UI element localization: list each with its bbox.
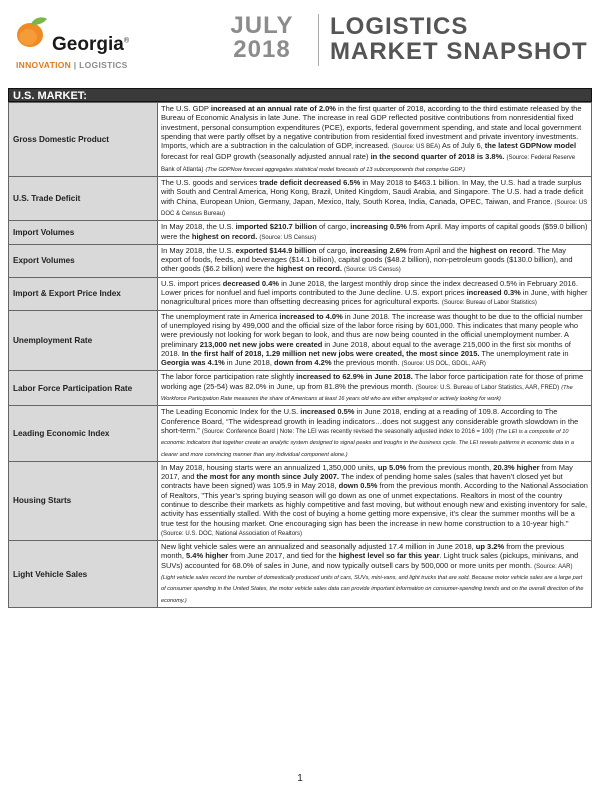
row-label: Leading Economic Index (9, 406, 158, 461)
body-text: New light vehicle sales were an annualized and seasonally adjusted 17.4 million in June 2018, (161, 542, 476, 552)
table-row (9, 310, 592, 371)
row-label: Labor Force Participation Rate (9, 371, 158, 406)
peach-icon (16, 16, 48, 48)
row-label: Light Vehicle Sales (9, 541, 158, 608)
bold-text: up 5.0% (377, 462, 407, 472)
bold-text: 213,000 net new jobs were created (199, 339, 323, 349)
bold-text: In the first half of 2018, 1.29 million net new jobs were created, the most since 2015. (181, 348, 480, 358)
row-description (158, 541, 592, 608)
table-row (9, 244, 592, 277)
table-row (9, 406, 592, 461)
body-text: In May 2018, housing starts were an annualized 1,350,000 units, (161, 462, 378, 472)
bold-text: highest on record. (276, 264, 342, 274)
bold-text: highest level so far this year (338, 551, 440, 561)
source-text: (Source: U.S. DOC, National Association of Realtors) (161, 530, 303, 537)
row-description (158, 371, 592, 406)
section-heading: U.S. MARKET: (8, 88, 592, 102)
bold-text: the latest GDPNow model (484, 141, 577, 151)
row-label: Import & Export Price Index (9, 277, 158, 310)
bold-text: increased at an annual rate of 2.0% (210, 104, 336, 113)
body-text: . The May export of foods, feeds, and beverages ($14.1 billion), capital goods ($48.2 billion), non-petroleum goods ($130.0 billion), and other goods ($6.2 billion) were the (161, 245, 573, 274)
bold-text: increased 0.5% (300, 407, 355, 417)
body-text: The unemployment rate in (479, 348, 569, 358)
bold-text: imported $210.7 billion (235, 222, 317, 232)
source-text: (Source: AAR) (534, 563, 573, 570)
page-number: 1 (297, 773, 303, 784)
bold-text: increasing 0.5% (350, 222, 407, 232)
body-text: U.S. import prices (161, 278, 223, 288)
body-text: in June 2018, about equal to the average 215,000 in the first six months of 2018. (161, 339, 571, 358)
body-text: The Leading Economic Index for the U.S. (161, 407, 301, 417)
note-text: (The GDPNow forecast aggregates statistical model forecasts of 13 subcomponents that comprise GDP.) (205, 166, 465, 173)
body-text: from the previous month, (406, 462, 494, 472)
report-title-line1: LOGISTICS (330, 13, 469, 40)
body-text: forecast for real GDP growth (seasonally adjusted annual rate) (161, 152, 371, 162)
body-text: As of July 6, (440, 141, 485, 151)
body-text: The U.S. goods and services (161, 178, 260, 188)
body-text: from the previous month. According to the National Association of Realtors, "This year’s spring buying season will go down as one of unmet expectations. Realtors in most of the country continue to describe their markets as highly competitive and fast moving, but without enough new and existing inventory for sale, activity has essentially stalled. With the cost of buying a home getting more expensive, it’s clear the summer months will be a true test for the housing market. One encouraging sign has been the increase in new home construction to a 10-year high." (161, 481, 588, 528)
logo-tagline: INNOVATION | LOGISTICS (16, 60, 128, 70)
source-text: (Source: Conference Board | Note: The LEI was recently revised the seasonally adjusted index to 2016 = 100) (201, 428, 494, 435)
note-text: (The LEI is a composite of 10 economic indicators that together create an analytic system designed to signal peaks and troughs in the business cycle. The LEI reveals patterns in economic data in a clearer and more convincing manner than any individual component alone.) (161, 428, 574, 458)
row-description (158, 406, 592, 461)
body-text: in the first quarter of 2018, according to the third estimate released by the Bureau of Economic Analysis in late June. The increase in real GDP reflected positive contributions from nonresidential fixed investment, personal consumption expenditures (PCE), exports, federal government spending, and state and local government spending that were partly offset by a negative contribution from residential fixed investment and private inventory investments. Imports, which are a subtraction in the calculation of GDP, increased. (161, 104, 582, 151)
row-description (158, 310, 592, 371)
report-title-line2: MARKET SNAPSHOT (330, 38, 588, 65)
row-label: Export Volumes (9, 244, 158, 277)
report-month: JULY (230, 12, 294, 39)
georgia-logo (16, 14, 166, 74)
body-text: in June 2018. The increase was thought to be due to the official number of unemployed rising by 499,000 and the official size of the labor force rising by 601,000. This indicates that many people who were previously not looking for work began to look, and thus are now being counted in the official unemployment number. A preliminary (161, 311, 583, 349)
body-text: in June 2018, (224, 358, 274, 368)
row-label: Import Volumes (9, 221, 158, 245)
row-label: U.S. Trade Deficit (9, 177, 158, 221)
bold-text: increasing 2.6% (349, 245, 407, 255)
bold-text: decreased 0.4% (222, 278, 279, 288)
bold-text: increased to 62.9% in June 2018. (296, 372, 413, 382)
body-text: in May 2018 to $463.1 billion. In May, the U.S. had a trade surplus with South and Central America, Hong Kong, Brazil, United Kingdom, Saudi Arabia, and Singapore. The U.S. had a trade deficit with China, European Union, Germany, Japan, Mexico, Italy, South Korea, India, Canada, OPEC, Taiwan, and France. (161, 178, 584, 206)
table-row (9, 221, 592, 245)
row-label: Gross Domestic Product (9, 103, 158, 177)
row-description (158, 221, 592, 245)
header-divider (318, 14, 319, 66)
logo-wordmark: Georgia® (52, 34, 129, 55)
report-year: 2018 (233, 36, 291, 63)
source-text: (Source: Bureau of Labor Statistics) (441, 300, 537, 307)
row-description (158, 103, 592, 177)
note-text: (The Workforce Participation Rate measures the share of Americans at least 16 years old who are either employed or actively looking for work) (161, 384, 573, 403)
body-text: The index of pending home sales (sales that haven’t closed yet but contracts have been signed) was 105.9 in May 2018, (161, 472, 563, 491)
row-description (158, 461, 592, 540)
row-label: Unemployment Rate (9, 310, 158, 371)
row-label: Housing Starts (9, 461, 158, 540)
body-text: In May 2018, the U.S. (161, 245, 236, 255)
body-text: in June 2018, ending at a reading of 109.8. According to The Conference Board, “The widespread growth in leading indicators…does not suggest any considerable growth slowdown in the short-term.” (161, 407, 579, 435)
body-text: The unemployment rate in America (161, 311, 280, 321)
row-description (158, 277, 592, 310)
source-text: (Source: US Census) (344, 267, 401, 274)
table-row (9, 177, 592, 221)
table-row (9, 461, 592, 540)
bold-text: increased 0.3% (466, 288, 521, 298)
table-row (9, 541, 592, 608)
bold-text: Georgia was 4.1% (161, 358, 225, 368)
bold-text: increased to 4.0% (279, 311, 343, 321)
source-text: (Source: Federal Reserve Bank of Atlanta) (161, 155, 576, 173)
bold-text: exported $144.9 billion (235, 245, 317, 255)
body-text: of cargo, (316, 222, 351, 232)
body-text: from May 2017, and (161, 462, 573, 482)
body-text: of cargo, (316, 245, 350, 255)
body-text: from April and the (406, 245, 470, 255)
source-text: (Source: US DOL, GDOL, AAR) (401, 361, 486, 368)
table-row (9, 103, 592, 177)
body-text: The labor force participation rate slightly (161, 372, 297, 382)
source-text: (Source: US BEA) (391, 144, 441, 151)
source-text: (Source: U.S. Bureau of Labor Statistics, AAR, FRED) (415, 384, 560, 391)
body-text: from June 2017, and tied for the (228, 551, 339, 561)
bold-text: down 0.5% (338, 481, 378, 491)
bold-text: highest on record. (191, 231, 258, 241)
row-description (158, 177, 592, 221)
bold-text: trade deficit decreased 6.5% (259, 178, 361, 188)
report-date (214, 14, 310, 62)
page-header (0, 0, 600, 82)
note-text: (Light vehicle sales record the number of domestically produced units of cars, SUVs, mini-vans, and light trucks that are sold. Because motor vehicle sales are a large part of consumer spending in the United States, the motor vehicle sales data can provide important information on consumer-spending trends and on the overall direction of the economy.) (161, 575, 584, 604)
body-text: In May 2018, the U.S. (161, 222, 236, 232)
body-text: The U.S. GDP (161, 104, 211, 113)
body-text: . Light truck sales (pickups, minivans, and SUVs) accounted for 68.0% of sales in June, and now typically outsell cars by 500,000 or more units per month. (161, 551, 579, 570)
bold-text: 20.3% higher (493, 462, 540, 472)
bold-text: 5.4% higher (186, 551, 229, 561)
market-table (8, 102, 592, 608)
row-description (158, 244, 592, 277)
body-text: the previous month. (331, 358, 402, 368)
source-text: (Source: US Census) (259, 234, 317, 241)
source-text: (Source: US DOC & Census Bureau) (161, 199, 588, 217)
bold-text: in the second quarter of 2018 is 3.8%. (370, 152, 505, 162)
body-text: The labor force participation rate for those of prime working age (25-54) was 82.0% in June, up from 81.8% the previous month. (161, 372, 584, 391)
body-text: in June, with higher nonagricultural prices more than offsetting decreasing prices for agricultural exports. (161, 288, 588, 307)
report-title (330, 14, 588, 64)
body-text: from the previous month, (161, 542, 565, 561)
bold-text: down from 4.2% (274, 358, 332, 368)
body-text: from April. May imports of capital goods ($59.0 billion) were the (161, 222, 588, 241)
bold-text: highest on record (469, 245, 533, 255)
table-row (9, 371, 592, 406)
bold-text: up 3.2% (475, 542, 505, 552)
bold-text: the most for any month since July 2007. (196, 472, 339, 482)
table-row (9, 277, 592, 310)
body-text: in June 2018, the largest monthly drop since the index decreased 0.5% in February 2016. Lower prices for nonfuel and fuel imports contributed to the June decline. U.S. export prices (161, 278, 578, 298)
